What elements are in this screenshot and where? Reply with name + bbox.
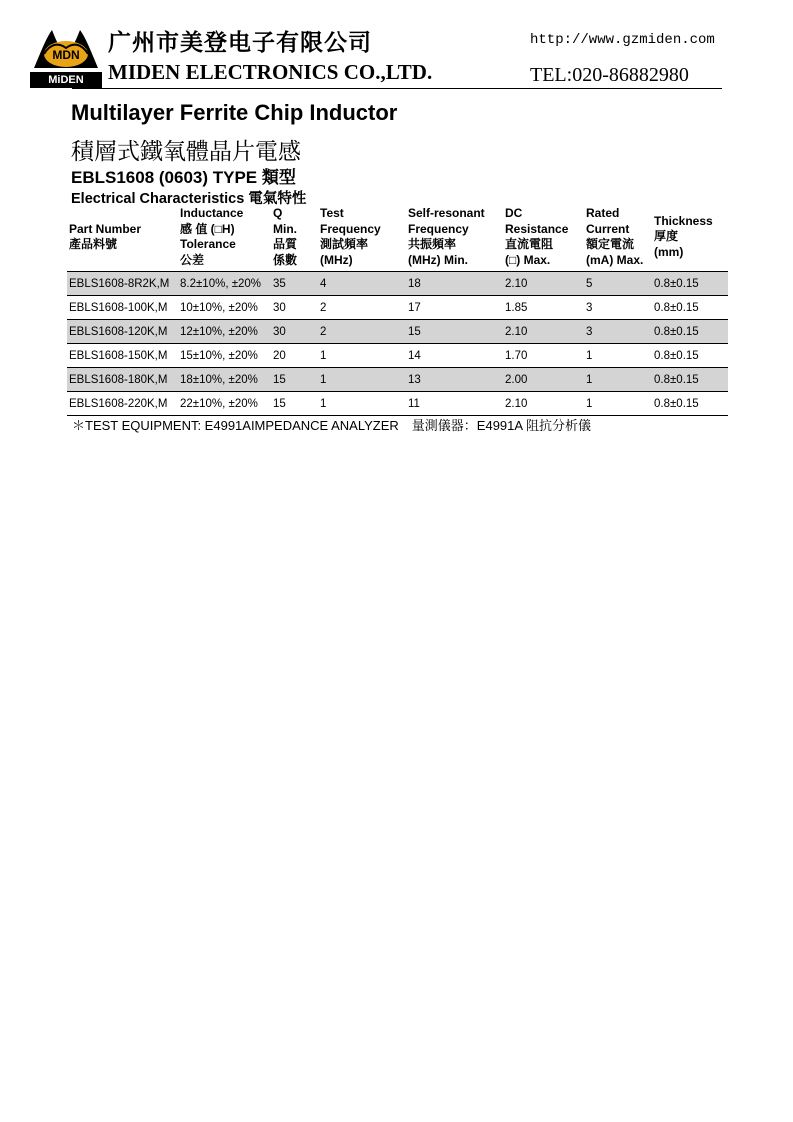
table-header-row (67, 204, 728, 272)
cell-srf: 18 (406, 272, 503, 296)
cell-rated-current: 3 (584, 320, 652, 344)
cell-q-min: 15 (271, 368, 318, 392)
table-row (67, 344, 728, 368)
cell-inductance: 18±10%, ±20% (178, 368, 271, 392)
cell-inductance: 10±10%, ±20% (178, 296, 271, 320)
cell-part-number: EBLS1608-180K,M (67, 368, 178, 392)
cell-dc-resistance: 1.85 (503, 296, 584, 320)
cell-dc-resistance: 2.00 (503, 368, 584, 392)
company-name-cn: 广州市美登电子有限公司 (108, 29, 372, 56)
cell-test-frequency: 4 (318, 272, 406, 296)
cell-thickness: 0.8±0.15 (652, 392, 728, 416)
cell-thickness: 0.8±0.15 (652, 272, 728, 296)
table-row (67, 368, 728, 392)
cell-q-min: 15 (271, 392, 318, 416)
cell-srf: 11 (406, 392, 503, 416)
company-name-en: MIDEN ELECTRONICS CO.,LTD. (108, 60, 433, 84)
cell-srf: 15 (406, 320, 503, 344)
table-row (67, 392, 728, 416)
cell-part-number: EBLS1608-8R2K,M (67, 272, 178, 296)
table-row (67, 320, 728, 344)
cell-q-min: 20 (271, 344, 318, 368)
cell-inductance: 15±10%, ±20% (178, 344, 271, 368)
cell-dc-resistance: 2.10 (503, 272, 584, 296)
cell-q-min: 30 (271, 320, 318, 344)
header-test-frequency: Test Frequency 測試頻率 (MHz) (318, 204, 406, 272)
header-part-number: Part Number 產品料號 (67, 204, 178, 272)
logo-mark: MDN (52, 48, 80, 62)
company-url: http://www.gzmiden.com (530, 32, 715, 48)
logo-emblem-icon (30, 24, 102, 74)
document-title-cn: 積層式鐵氧體晶片電感 (71, 139, 301, 165)
logo-text: MiDEN (30, 72, 102, 88)
section-title: Electrical Characteristics 電氣特性 (71, 191, 307, 207)
cell-dc-resistance: 1.70 (503, 344, 584, 368)
cell-part-number: EBLS1608-220K,M (67, 392, 178, 416)
cell-thickness: 0.8±0.15 (652, 368, 728, 392)
cell-rated-current: 5 (584, 272, 652, 296)
cell-thickness: 0.8±0.15 (652, 344, 728, 368)
cell-srf: 13 (406, 368, 503, 392)
company-tel: TEL:020-86882980 (530, 64, 689, 86)
cell-thickness: 0.8±0.15 (652, 296, 728, 320)
header-dc-resistance: DC Resistance 直流電阻 (□) Max. (503, 204, 584, 272)
table-row (67, 272, 728, 296)
note-text: TEST EQUIPMENT: E4991AIMPEDANCE ANALYZER 量測儀器：E4991A 阻抗分析儀 (85, 418, 591, 433)
test-equipment-note (72, 415, 591, 434)
company-logo (30, 24, 102, 86)
cell-part-number: EBLS1608-100K,M (67, 296, 178, 320)
cell-rated-current: 1 (584, 392, 652, 416)
header-q-min: Q Min. 品質 係數 (271, 204, 318, 272)
header-self-resonant-frequency: Self-resonant Frequency 共振頻率 (MHz) Min. (406, 204, 503, 272)
cell-srf: 17 (406, 296, 503, 320)
cell-inductance: 8.2±10%, ±20% (178, 272, 271, 296)
cell-part-number: EBLS1608-120K,M (67, 320, 178, 344)
cell-q-min: 30 (271, 296, 318, 320)
cell-rated-current: 3 (584, 296, 652, 320)
letterhead (30, 22, 722, 88)
document-title-en: Multilayer Ferrite Chip Inductor (71, 100, 398, 125)
cell-inductance: 22±10%, ±20% (178, 392, 271, 416)
cell-test-frequency: 1 (318, 392, 406, 416)
cell-test-frequency: 2 (318, 320, 406, 344)
header-thickness: Thickness 厚度 (mm) (652, 204, 728, 272)
cell-dc-resistance: 2.10 (503, 392, 584, 416)
cell-dc-resistance: 2.10 (503, 320, 584, 344)
table-row (67, 296, 728, 320)
type-title: EBLS1608 (0603) TYPE 類型 (71, 168, 296, 187)
header-rated-current: Rated Current 額定電流 (mA) Max. (584, 204, 652, 272)
cell-test-frequency: 1 (318, 368, 406, 392)
cell-rated-current: 1 (584, 368, 652, 392)
cell-q-min: 35 (271, 272, 318, 296)
cell-test-frequency: 1 (318, 344, 406, 368)
cell-inductance: 12±10%, ±20% (178, 320, 271, 344)
cell-test-frequency: 2 (318, 296, 406, 320)
cell-part-number: EBLS1608-150K,M (67, 344, 178, 368)
cell-rated-current: 1 (584, 344, 652, 368)
header-divider (72, 88, 722, 89)
note-asterisk: ＊ (72, 419, 86, 434)
cell-thickness: 0.8±0.15 (652, 320, 728, 344)
header-inductance: Inductance 感 值 (□H) Tolerance 公差 (178, 204, 271, 272)
cell-srf: 14 (406, 344, 503, 368)
electrical-characteristics-table (67, 204, 728, 416)
